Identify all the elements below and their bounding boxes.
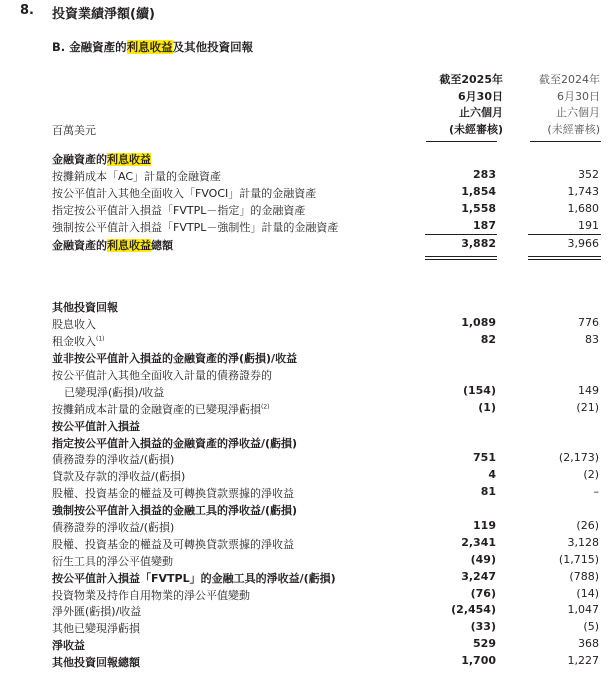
row-label-text: 淨收益: [52, 639, 85, 653]
row-label-text: 按公平值計入損益: [52, 419, 140, 433]
row-label: [52, 350, 297, 366]
value-2025: 187: [473, 218, 496, 232]
row-label-text: 按攤銷成本計量的金融資產的已變現淨虧損: [52, 402, 261, 416]
table-row: [0, 332, 611, 349]
column-header-2025: 截至2025年 6月30日 止六個月 (未經審核): [439, 73, 503, 136]
row-label: [52, 451, 174, 467]
row-label-highlight: 利息收益: [107, 153, 151, 166]
value-2024: (26): [576, 519, 599, 533]
row-label-text: 指定按公平值計入損益「FVTPL－指定」的金融資產: [52, 203, 306, 217]
table-row: [0, 167, 611, 184]
value-2024: 1,227: [567, 654, 599, 668]
value-2025: 81: [480, 485, 496, 499]
table-row: [0, 518, 611, 535]
table-row: [0, 552, 611, 569]
value-2025: 2,341: [461, 535, 496, 549]
row-label-suffix: 總額: [151, 239, 173, 253]
value-2024: 3,128: [567, 535, 599, 549]
row-label-text: 指定按公平值計入損益的金融資產的淨收益/(虧損): [52, 436, 298, 450]
row-label-text: 投資物業及持作自用物業的淨公平值變動: [52, 588, 250, 602]
row-label: [52, 316, 96, 332]
value-2025: 1,558: [461, 201, 496, 215]
row-label: [52, 168, 221, 184]
value-2024: 1,047: [567, 603, 599, 617]
row-label-text: 按攤銷成本「AC」計量的金融資產: [52, 169, 222, 183]
row-label-text: 並非按公平值計入損益的金融資產的淨(虧損)/收益: [52, 352, 298, 366]
row-label: [52, 202, 305, 218]
table-row: [0, 450, 611, 467]
table-row: [0, 586, 611, 603]
table-row: [0, 619, 611, 636]
table-row: [0, 636, 611, 653]
row-label-text: 按公平值計入損益「FVTPL」的金融工具的淨收益/(虧損): [52, 571, 336, 585]
value-2024: (1,715): [558, 552, 599, 566]
table-row: [0, 315, 611, 332]
value-2025: 1,089: [461, 316, 496, 330]
subsection-title: [52, 39, 253, 55]
value-2025: 119: [473, 519, 496, 533]
value-2024: 1,680: [567, 201, 599, 215]
table-row: [0, 417, 611, 434]
table-row: [0, 653, 611, 670]
row-label: [52, 654, 140, 670]
unit-label: 百萬美元: [52, 124, 96, 137]
row-label-text: 租金收入: [52, 335, 96, 349]
value-2025: 529: [473, 637, 496, 651]
table-row: [0, 400, 611, 417]
row-label: [52, 468, 185, 484]
value-2025: 4: [488, 468, 496, 482]
row-label: [52, 502, 297, 518]
value-2025: 283: [473, 167, 496, 181]
section-number: 8.: [20, 3, 34, 18]
table-row: [0, 218, 611, 235]
table-row: [0, 535, 611, 552]
value-2025: (49): [470, 552, 496, 566]
row-label-text: 貸款及存款的淨收益/(虧損): [52, 470, 186, 484]
row-label: [52, 620, 140, 636]
row-label-text: 按公平值計入其他全面收入「FVOCI」計量的金融資產: [52, 186, 317, 200]
financial-table: [0, 150, 611, 670]
row-label-text: 衍生工具的淨公平值變動: [52, 554, 173, 568]
row-label: [52, 536, 294, 552]
value-2024: 352: [578, 167, 599, 181]
table-row: [0, 501, 611, 518]
table-row: [0, 484, 611, 501]
row-label: [52, 219, 338, 235]
row-label-text: 股權、投資基金的權益及可轉換貸款票據的淨收益: [52, 487, 294, 501]
value-2024: (21): [576, 400, 599, 414]
value-2024: 1,743: [567, 184, 599, 198]
row-label: [52, 333, 105, 349]
row-label: [52, 519, 174, 535]
row-label-text: 強制按公平值計入損益的金融工具的淨收益/(虧損): [52, 504, 298, 518]
total-double-rule: [528, 256, 601, 257]
row-label: [52, 299, 118, 315]
section-title: 投資業績淨額(續): [52, 7, 155, 22]
row-label-text: 淨外匯(虧損)/收益: [52, 605, 142, 619]
column-header-2024: 截至2024年 6月30日 止六個月 (未經審核): [539, 73, 600, 136]
value-2024: (5): [583, 620, 599, 634]
table-row: [0, 298, 611, 315]
row-label: [52, 185, 316, 201]
value-2025: 751: [473, 451, 496, 465]
row-label-text: 股息收入: [52, 318, 96, 332]
row-label-text: 按公平值計入其他全面收入計量的債務證券的: [52, 369, 272, 383]
table-row: [0, 150, 611, 167]
table-row: [0, 184, 611, 201]
row-label-text: 其他投資回報總額: [52, 656, 140, 670]
value-2025: (154): [462, 383, 496, 397]
value-2025: 1,700: [461, 654, 496, 668]
value-2024: 149: [578, 383, 599, 397]
table-row: [0, 201, 611, 218]
value-2024: –: [593, 485, 599, 499]
subsection-prefix: B. 金融資產的: [52, 40, 127, 54]
row-label-prefix: 金融資產的: [52, 153, 107, 166]
value-2025: 3,882: [461, 237, 496, 251]
value-2025: 1,854: [461, 184, 496, 198]
total-double-rule: [425, 256, 497, 257]
row-label-text: 強制按公平值計入損益「FVTPL－強制性」計量的金融資產: [52, 220, 339, 234]
row-label: [52, 603, 141, 619]
row-label: [64, 384, 164, 400]
row-label-text: 已變現淨(虧損)/收益: [64, 385, 165, 399]
total-double-rule: [528, 259, 601, 260]
row-label-text: 其他投資回報: [52, 301, 118, 315]
value-2024: 776: [578, 316, 599, 330]
value-2024: (14): [576, 586, 599, 600]
row-label: [52, 570, 336, 586]
value-2025: (76): [470, 586, 496, 600]
row-label: [52, 151, 151, 167]
header-rule-2025: [426, 141, 497, 142]
value-2024: (788): [569, 569, 599, 583]
table-row: [0, 234, 611, 264]
value-2024: 368: [578, 637, 599, 651]
header-rule-2024: [530, 141, 601, 142]
subsection-suffix: 及其他投資回報: [172, 40, 254, 54]
row-label-text: 其他已變現淨虧損: [52, 622, 140, 636]
row-label: [52, 237, 173, 253]
row-label-prefix: 金融資產的: [52, 239, 107, 253]
value-2025: (33): [470, 620, 496, 634]
value-2025: 3,247: [461, 569, 496, 583]
table-row: [0, 569, 611, 586]
row-label-highlight: 利息收益: [107, 239, 151, 253]
value-2025: (1): [478, 400, 496, 414]
value-2024: 83: [585, 333, 599, 347]
row-spacer: [0, 264, 611, 298]
table-row: [0, 349, 611, 366]
footnote-marker: (2): [261, 403, 270, 411]
row-label-text: 債務證券的淨收益/(虧損): [52, 521, 175, 535]
total-top-rule: [425, 234, 497, 235]
row-label: [52, 587, 250, 603]
row-label: [52, 553, 173, 569]
table-row: [0, 434, 611, 451]
table-row: [0, 602, 611, 619]
row-label: [52, 418, 140, 434]
table-row: [0, 366, 611, 383]
table-row: [0, 383, 611, 400]
table-row: [0, 467, 611, 484]
total-double-rule: [425, 259, 497, 260]
value-2025: (2,454): [451, 603, 496, 617]
value-2024: (2): [583, 468, 599, 482]
subsection-highlight: 利息收益: [126, 40, 173, 54]
value-2024: (2,173): [558, 451, 599, 465]
row-label-text: 股權、投資基金的權益及可轉換貸款票據的淨收益: [52, 537, 294, 551]
value-2024: 3,966: [567, 237, 599, 251]
row-label: [52, 485, 294, 501]
total-top-rule: [528, 234, 601, 235]
row-label: [52, 401, 270, 417]
row-label-text: 債務證券的淨收益/(虧損): [52, 453, 175, 467]
row-label: [52, 637, 85, 653]
value-2024: 191: [578, 218, 599, 232]
footnote-marker: (1): [96, 335, 105, 343]
value-2025: 82: [480, 333, 496, 347]
row-label: [52, 367, 272, 383]
row-label: [52, 435, 297, 451]
